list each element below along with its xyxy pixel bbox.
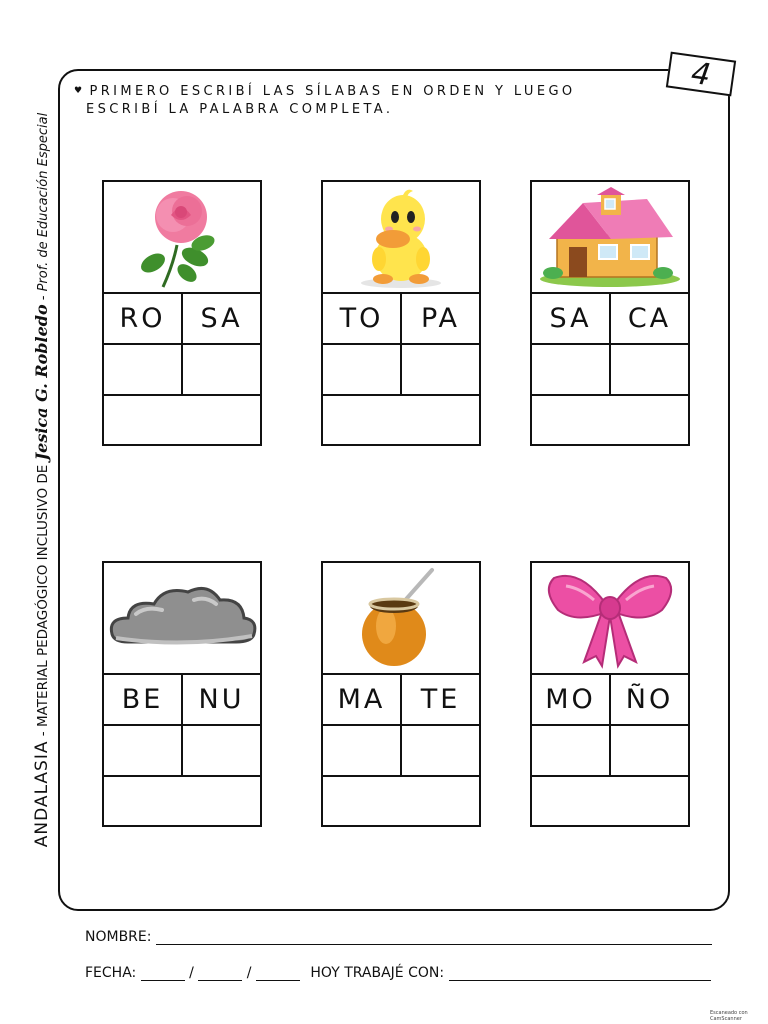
syllable-answer-box[interactable]: [400, 726, 479, 775]
word-answer-box[interactable]: [104, 777, 260, 826]
page-number: 4: [666, 52, 736, 97]
month-input-line[interactable]: [198, 964, 242, 981]
word-card-mate: [321, 561, 481, 827]
syllable-answer-box[interactable]: [323, 726, 400, 775]
word-answer-box[interactable]: [532, 396, 688, 445]
syllable-cell: ÑO: [609, 675, 688, 724]
syllable-cell: NU: [181, 675, 260, 724]
duck-image: [323, 182, 479, 294]
brand-name: ANDALASIA: [32, 740, 52, 848]
rose-image: [104, 182, 260, 294]
answer-row: [323, 345, 479, 396]
worked-with-label: HOY TRABAJÉ CON:: [310, 965, 445, 981]
answer-row: [532, 345, 688, 396]
word-card-casa: [530, 180, 690, 446]
syllables-row: [104, 675, 260, 726]
syllable-answer-box[interactable]: [532, 726, 609, 775]
instruction-text: [74, 82, 654, 119]
side-credit: [32, 80, 56, 880]
name-input-line[interactable]: [156, 928, 712, 945]
date-separator: /: [189, 965, 194, 981]
scanner-note: Escaneado con CamScanner: [710, 1010, 748, 1022]
word-answer-box[interactable]: [323, 396, 479, 445]
syllable-answer-box[interactable]: [104, 726, 181, 775]
instruction-line-1: PRIMERO ESCRIBÍ LAS SÍLABAS EN ORDEN Y LUEGO: [89, 84, 576, 99]
word-card-mono: [530, 561, 690, 827]
syllable-cell: CA: [609, 294, 688, 343]
date-label: FECHA:: [85, 965, 137, 981]
syllables-row: [323, 675, 479, 726]
syllable-answer-box[interactable]: [400, 345, 479, 394]
word-card-pato: [321, 180, 481, 446]
year-input-line[interactable]: [256, 964, 300, 981]
syllable-cell: TE: [400, 675, 479, 724]
syllable-answer-box[interactable]: [609, 345, 688, 394]
syllables-row: [532, 675, 688, 726]
syllable-answer-box[interactable]: [609, 726, 688, 775]
answer-row: [104, 726, 260, 777]
answer-row: [104, 345, 260, 396]
word-card-nube: [102, 561, 262, 827]
date-separator: /: [246, 965, 252, 981]
syllable-answer-box[interactable]: [181, 726, 260, 775]
cloud-image: [104, 563, 260, 675]
heart-icon: ♥: [74, 86, 86, 96]
profession-label: - Prof. de Educación Especial: [36, 112, 51, 305]
word-answer-box[interactable]: [323, 777, 479, 826]
syllable-cell: SA: [549, 303, 592, 334]
syllables-row: [532, 294, 688, 345]
answer-row: [323, 726, 479, 777]
syllable-cell: RO: [119, 303, 166, 334]
syllable-answer-box[interactable]: [104, 345, 181, 394]
author-signature: Jesica G. Robledo: [32, 304, 51, 461]
instruction-line-2: ESCRIBÍ LA PALABRA COMPLETA.: [86, 102, 394, 117]
name-line: [85, 928, 712, 945]
syllable-cell: TO: [339, 303, 384, 334]
syllable-cell: MO: [545, 684, 596, 715]
syllable-cell: SA: [181, 294, 260, 343]
date-line: [85, 964, 711, 981]
word-answer-box[interactable]: [532, 777, 688, 826]
word-answer-box[interactable]: [104, 396, 260, 445]
day-input-line[interactable]: [141, 964, 185, 981]
answer-row: [532, 726, 688, 777]
syllable-answer-box[interactable]: [532, 345, 609, 394]
syllable-cell: MA: [337, 684, 386, 715]
syllable-cell: BE: [121, 684, 164, 715]
mate-image: [323, 563, 479, 675]
syllable-answer-box[interactable]: [323, 345, 400, 394]
syllable-cell: PA: [400, 294, 479, 343]
bow-image: [532, 563, 688, 675]
syllables-row: [104, 294, 260, 345]
syllables-row: [323, 294, 479, 345]
material-label: - MATERIAL PEDAGÓGICO INCLUSIVO DE: [35, 460, 51, 741]
house-image: [532, 182, 688, 294]
name-label: NOMBRE:: [85, 929, 152, 945]
syllable-answer-box[interactable]: [181, 345, 260, 394]
word-card-rosa: [102, 180, 262, 446]
worked-with-input-line[interactable]: [449, 964, 711, 981]
